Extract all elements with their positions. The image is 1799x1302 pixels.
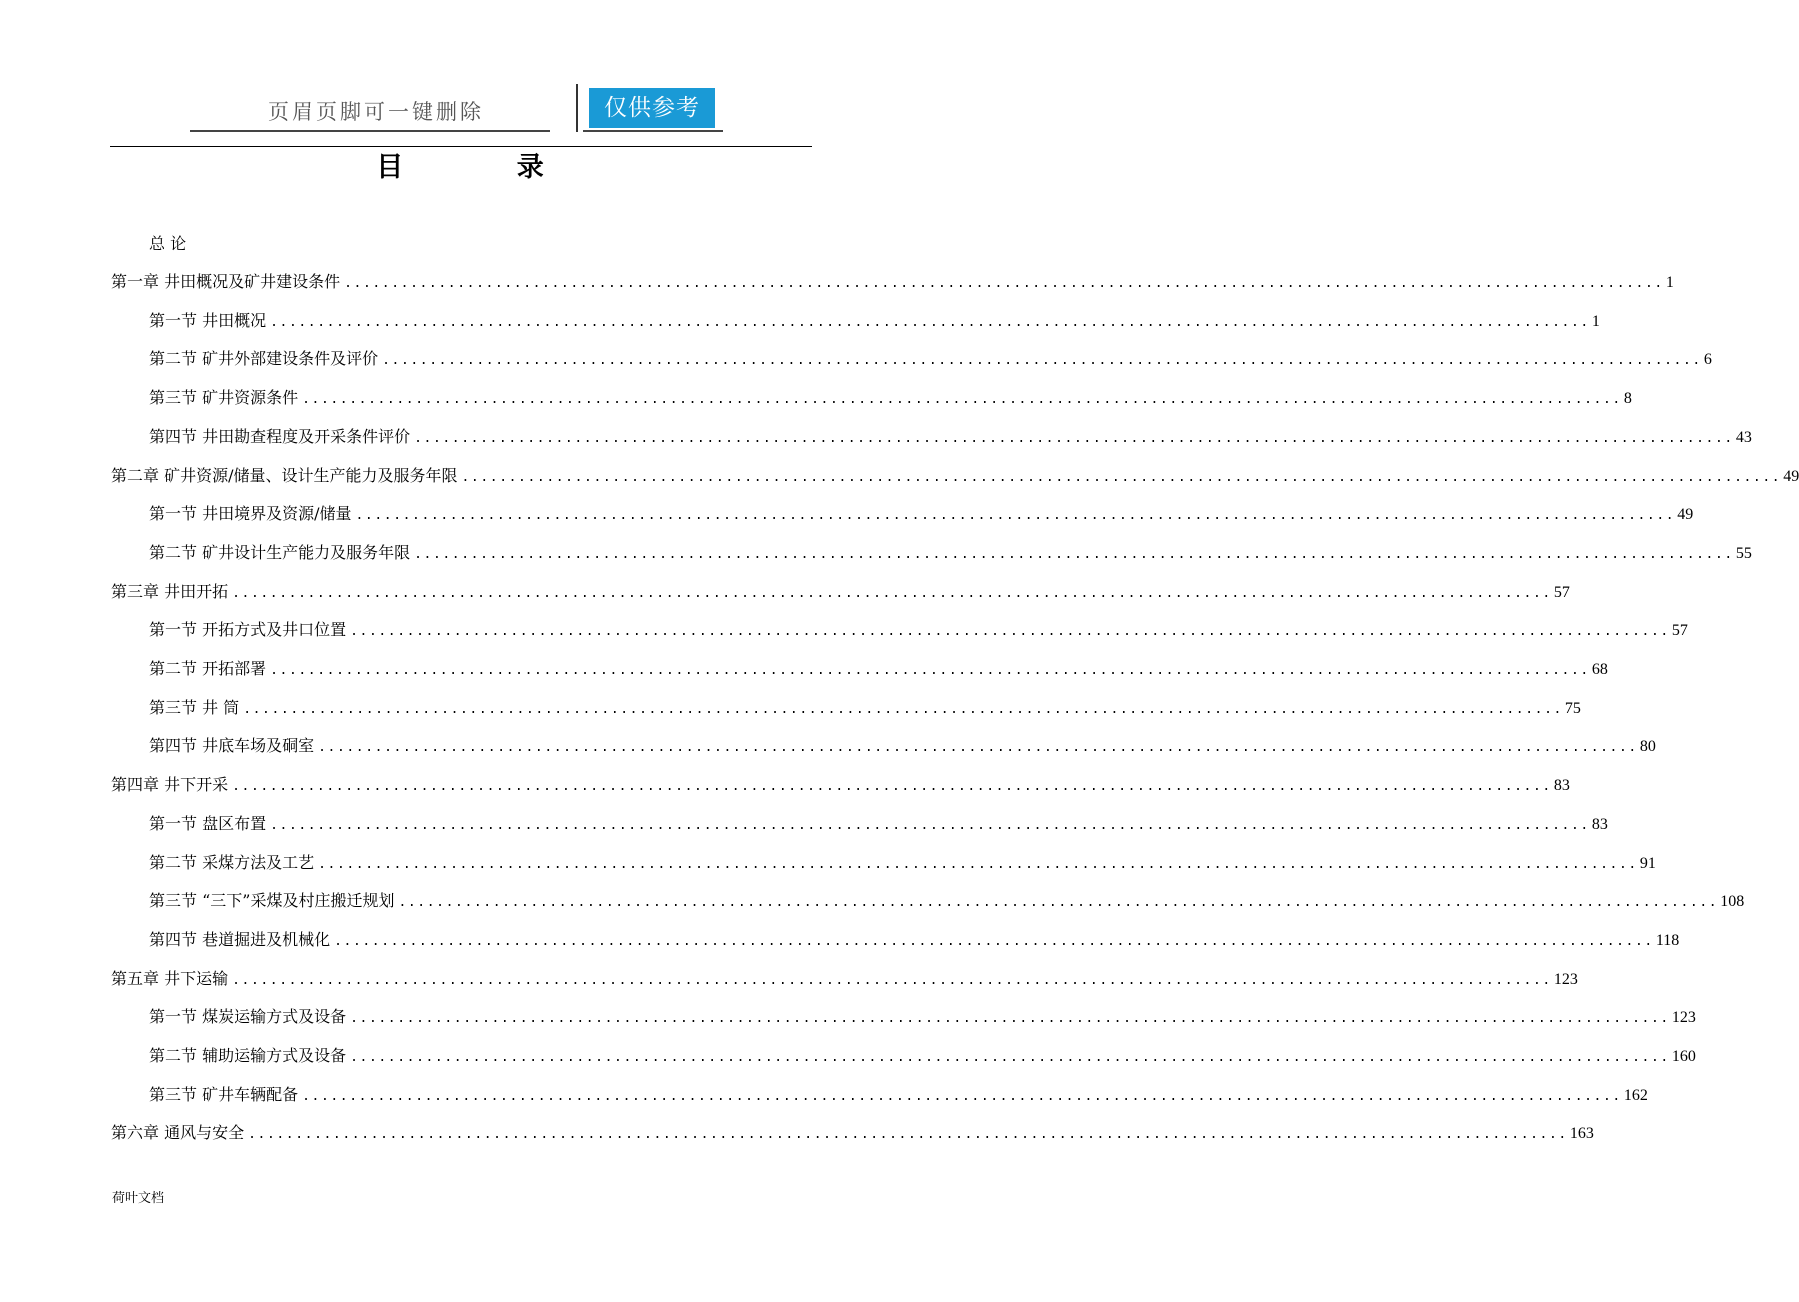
toc-leader-dots: ............................................................................................................................................ [248,1127,1568,1142]
toc-entry-label: 第二节 开拓部署 [149,659,267,678]
toc-chapter-entry[interactable] [111,967,1578,991]
toc-page-number: 160 [1671,1048,1696,1065]
toc-section-entry[interactable] [149,812,1608,836]
toc-entry-label: 第五章 井下运输 [111,969,229,988]
toc-leader-dots: ............................................................................................................................................ [334,934,1654,949]
toc-leader-dots: ............................................................................................................................................ [414,547,1734,562]
toc-leader-dots: ............................................................................................................................................ [270,663,1590,678]
toc-section-entry[interactable] [149,386,1632,410]
toc-chapter-entry[interactable] [111,773,1570,797]
toc-section-entry[interactable] [149,1083,1648,1107]
toc-page-number: 1 [1665,274,1674,291]
toc-entry-label: 第三节 矿井资源条件 [149,388,299,407]
toc-leader-dots: ............................................................................................................................................ [414,431,1734,446]
toc-entry-label: 第一节 井田概况 [149,311,267,330]
toc-leader-dots: ............................................................................................................................................ [318,857,1638,872]
toc-leader-dots: ............................................................................................................................................ [382,353,1702,368]
toc-section-entry[interactable] [149,734,1656,758]
toc-page-number: 68 [1591,661,1608,678]
toc-leader-dots: ............................................................................................................................................ [270,315,1590,330]
toc-section-entry[interactable] [149,541,1752,565]
toc-leader-dots: ............................................................................................................................................ [243,702,1563,717]
toc-entry-label: 第四节 井田勘查程度及开采条件评价 [149,427,411,446]
toc-entry-label: 第二章 矿井资源/储量、设计生产能力及服务年限 [111,466,458,485]
toc-entry-label: 第一章 井田概况及矿井建设条件 [111,272,341,291]
footer-text: 荷叶文档 [112,1191,165,1206]
toc-section-entry[interactable] [149,657,1608,681]
toc-entry-label: 第四章 井下开采 [111,775,229,794]
toc-page-number: 162 [1623,1087,1648,1104]
toc-page-number: 75 [1564,700,1581,717]
toc-page-number: 57 [1553,584,1570,601]
toc-entry-label: 第二节 矿井外部建设条件及评价 [149,349,379,368]
toc-intro[interactable] [149,232,186,256]
toc-section-entry[interactable] [149,851,1656,875]
toc-entry-label: 第三节 井 筒 [149,698,240,717]
toc-intro-label: 总 论 [149,234,187,253]
toc-page-number: 43 [1735,429,1752,446]
toc-page-number: 57 [1671,622,1688,639]
toc-page-number: 49 [1783,468,1799,485]
toc-chapter-entry[interactable] [111,580,1570,604]
toc-entry-label: 第四节 巷道掘进及机械化 [149,930,331,949]
toc-chapter-entry[interactable] [111,1121,1594,1145]
toc-entry-label: 第六章 通风与安全 [111,1123,245,1142]
toc-leader-dots: ............................................................................................................................................ [350,1011,1670,1026]
toc-leader-dots: ............................................................................................................................................ [398,895,1719,910]
toc-leader-dots: ............................................................................................................................................ [318,740,1638,755]
toc-leader-dots: ............................................................................................................................................ [232,586,1552,601]
toc-leader-dots: ............................................................................................................................................ [232,973,1552,988]
toc-page-number: 118 [1655,932,1680,949]
toc-entry-label: 第四节 井底车场及硐室 [149,736,315,755]
toc-leader-dots: ............................................................................................................................................ [232,779,1552,794]
toc-entry-label: 第一节 盘区布置 [149,814,267,833]
toc-section-entry[interactable] [149,309,1600,333]
toc-leader-dots: ............................................................................................................................................ [270,818,1590,833]
toc-section-entry[interactable] [149,696,1581,720]
toc-page-number: 49 [1677,506,1694,523]
toc-leader-dots: ............................................................................................................................................ [461,470,1782,485]
toc-section-entry[interactable] [149,502,1694,526]
toc-page-number: 123 [1553,971,1578,988]
toc-leader-dots: ............................................................................................................................................ [302,392,1622,407]
toc-section-entry[interactable] [149,1044,1696,1068]
toc-leader-dots: ............................................................................................................................................ [350,1050,1670,1065]
toc-entry-label: 第二节 辅助运输方式及设备 [149,1046,347,1065]
toc-section-entry[interactable] [149,889,1745,913]
reference-badge: 仅供参考 [589,88,715,128]
toc-page-number: 83 [1553,777,1570,794]
toc-page-number: 6 [1703,351,1712,368]
toc-entry-label: 第三章 井田开拓 [111,582,229,601]
toc-page-number: 91 [1639,855,1656,872]
toc-section-entry[interactable] [149,347,1712,371]
toc-title: 目 录 [376,152,596,183]
toc-chapter-entry[interactable] [111,464,1799,488]
toc-section-entry[interactable] [149,425,1752,449]
toc-page-number: 83 [1591,816,1608,833]
toc-entry-label: 第三节 矿井车辆配备 [149,1085,299,1104]
toc-leader-dots: ............................................................................................................................................ [344,276,1664,291]
toc-entry-label: 第三节 “三下”采煤及村庄搬迁规划 [149,891,395,910]
toc-page-number: 108 [1720,893,1745,910]
toc-entry-label: 第一节 开拓方式及井口位置 [149,620,347,639]
toc-page-number: 8 [1623,390,1632,407]
toc-section-entry[interactable] [149,618,1688,642]
toc-page-number: 80 [1639,738,1656,755]
toc-entry-label: 第一节 煤炭运输方式及设备 [149,1007,347,1026]
toc-entry-label: 第二节 矿井设计生产能力及服务年限 [149,543,411,562]
toc-leader-dots: ............................................................................................................................................ [355,508,1676,523]
toc-entry-label: 第二节 采煤方法及工艺 [149,853,315,872]
toc-section-entry[interactable] [149,928,1680,952]
toc-page-number: 55 [1735,545,1752,562]
toc-chapter-entry[interactable] [111,270,1674,294]
toc-leader-dots: ............................................................................................................................................ [350,624,1670,639]
toc-page-number: 1 [1591,313,1600,330]
header-note-text: 页眉页脚可一键删除 [268,100,484,124]
toc-page-number: 123 [1671,1009,1696,1026]
toc-leader-dots: ............................................................................................................................................ [302,1089,1622,1104]
toc-section-entry[interactable] [149,1005,1696,1029]
toc-page-number: 163 [1569,1125,1594,1142]
toc-entry-label: 第一节 井田境界及资源/储量 [149,504,352,523]
